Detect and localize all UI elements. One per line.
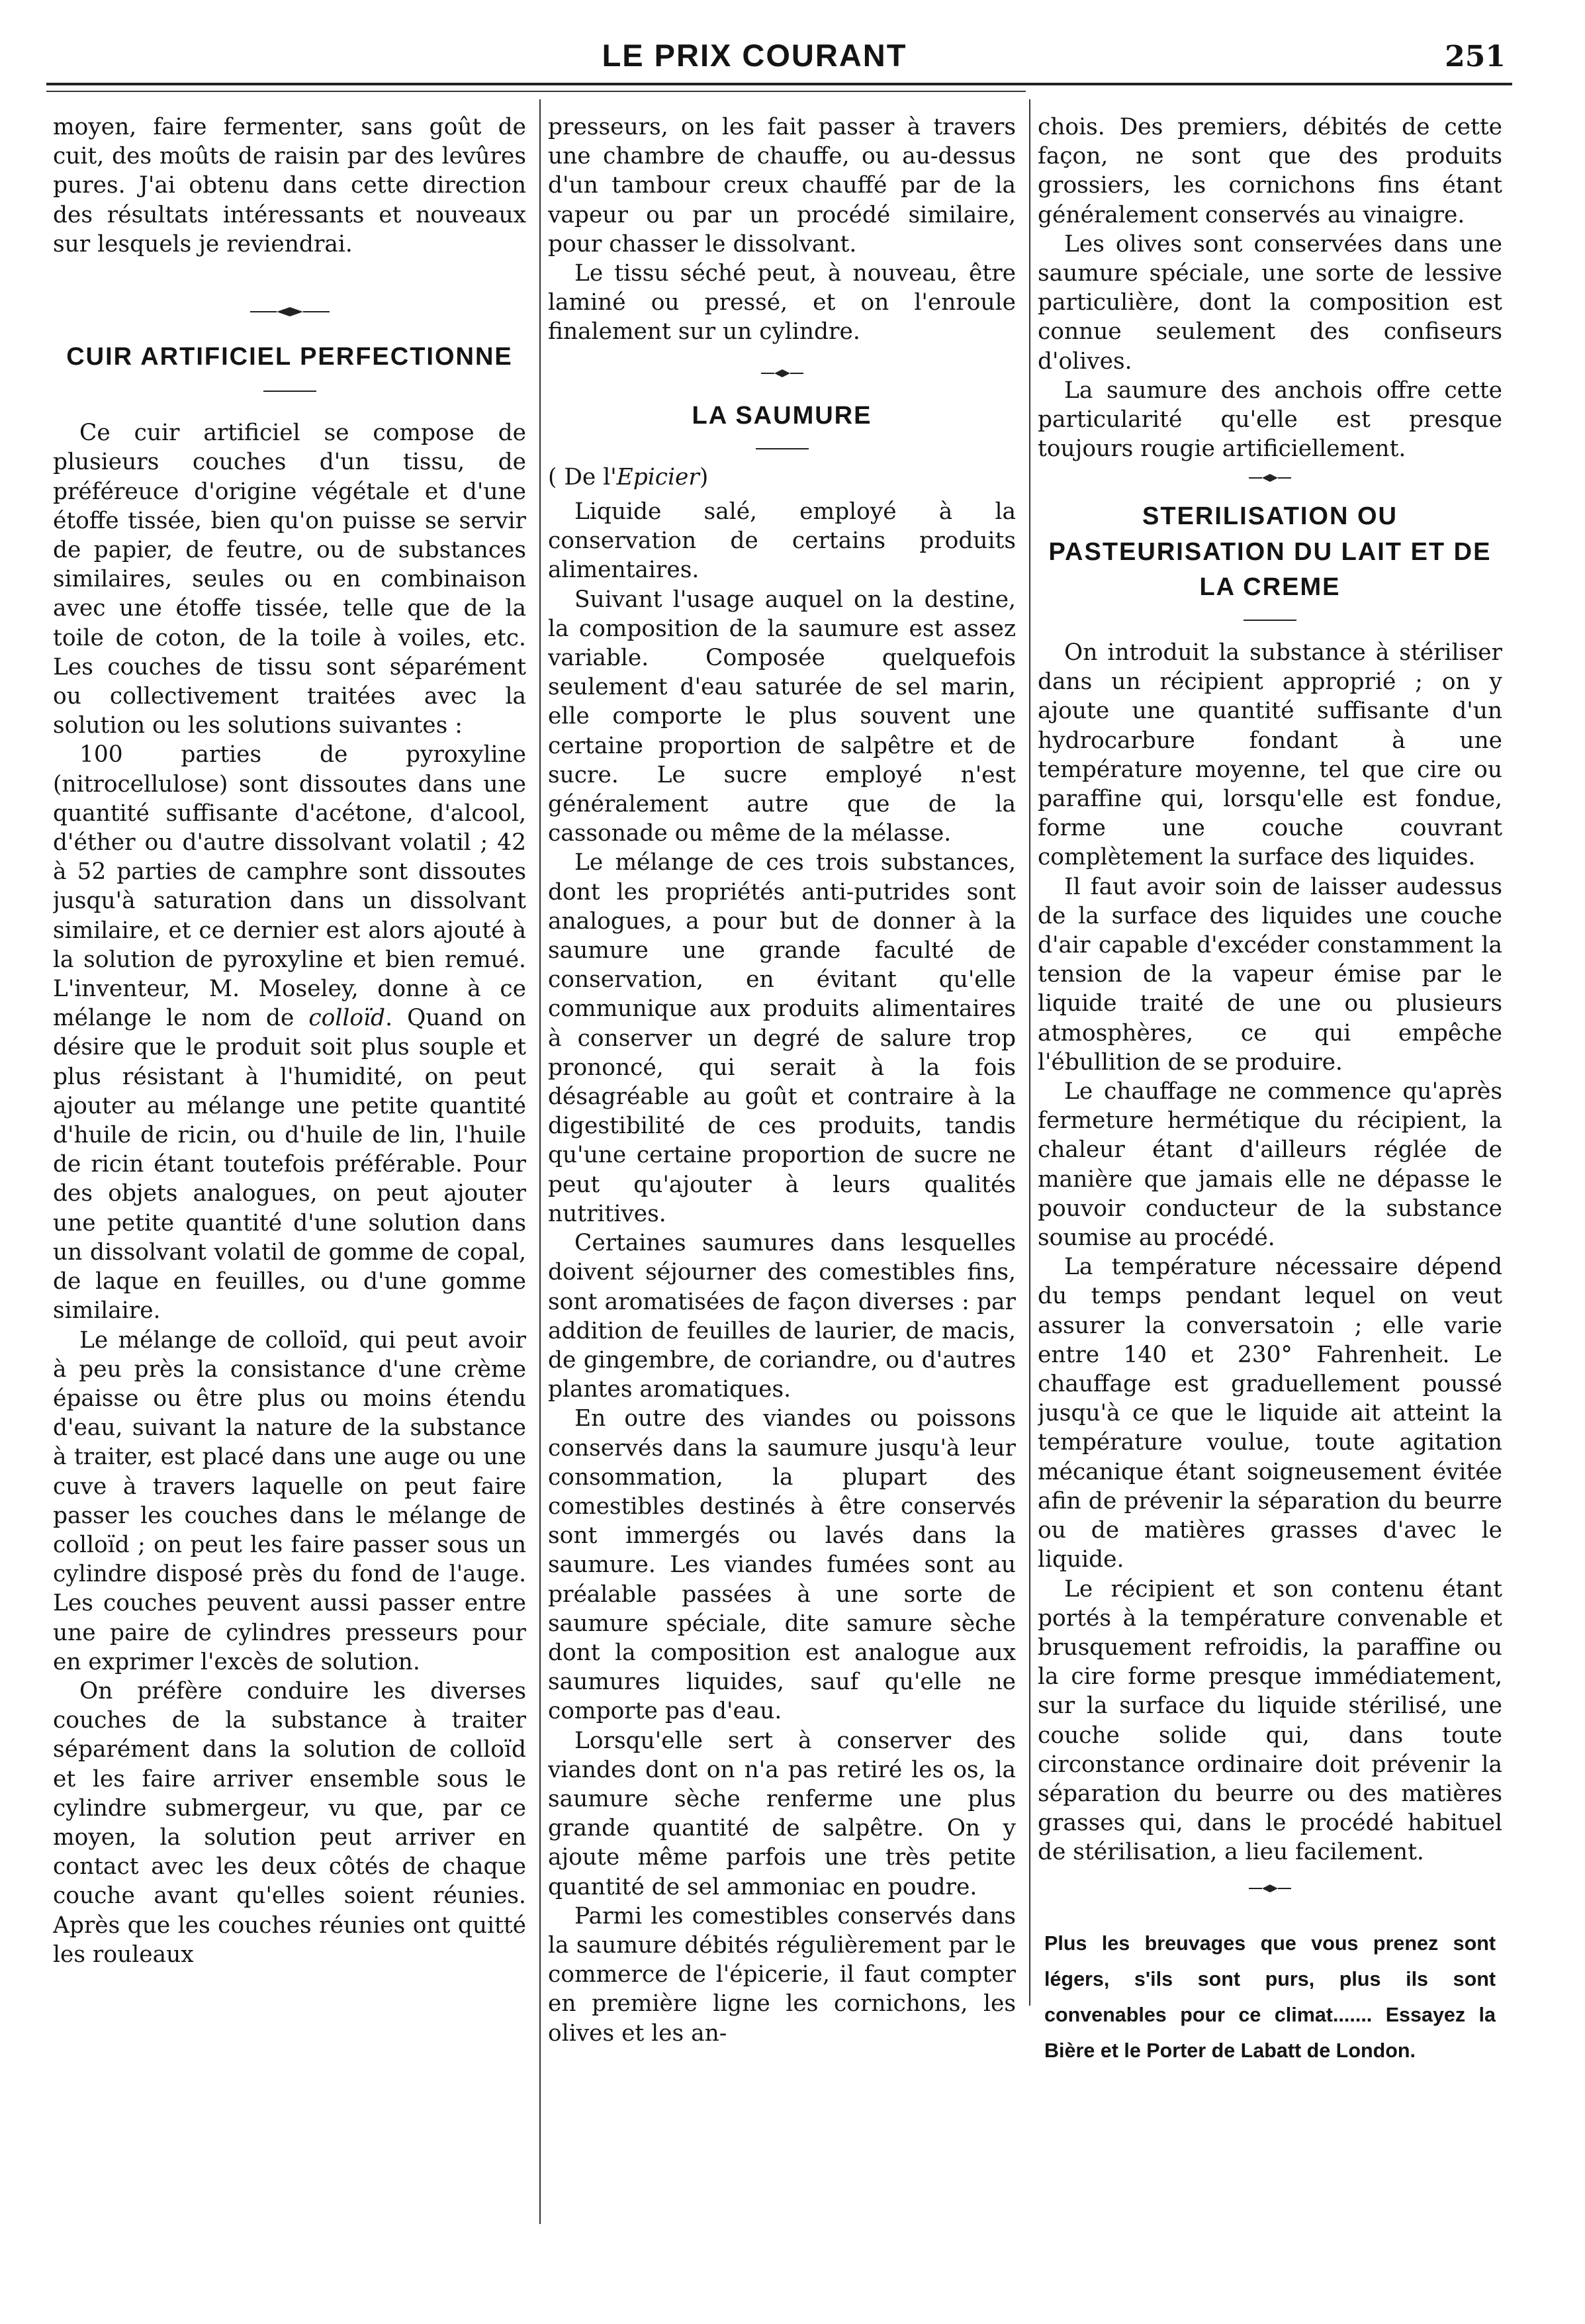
article-paragraph: Il faut avoir soin de laisser audessus de la surface des liquides une couche d'air capable d'excéder constamment la tension de la vapeur émise par le liquide traité de une ou plusieurs atmosphères, ce qui empêche l'ébullition de se produire.: [1038, 873, 1502, 1076]
article-source: [548, 463, 1016, 492]
article-heading-sterilisation: STERILISATION OU PASTEURISATION DU LAIT ET DE LA CREME: [1048, 502, 1492, 601]
page-number: 251: [1445, 40, 1506, 73]
ornament-divider: [548, 367, 1016, 392]
source-name: Epicier: [616, 463, 700, 490]
article-paragraph: Le tissu séché peut, à nouveau, être laminé ou pressé, et on l'enroule finalement sur un cylindre.: [548, 260, 1016, 346]
column-2: [548, 113, 1016, 2297]
article-continuation: moyen, faire fermenter, sans goût de cuit, des moûts de raisin par des levûres pures. J'ai obtenu dans cette direction des résultats intéressants et nouveaux sur lesquels je reviendrai.: [53, 114, 526, 257]
article-paragraph: Liquide salé, employé à la conservation de certains produits alimentaires.: [548, 498, 1016, 584]
article-heading-saumure: LA SAUMURE: [692, 401, 872, 430]
article-paragraph: Certaines saumures dans lesquelles doivent séjourner des comestibles fins, sont aromatisées de façon diverses : par addition de feuilles de laurier, de macis, de gingembre, de coriandre, ou d'autres plantes aromatiques.: [548, 1230, 1016, 1403]
article-paragraph: On préfère conduire les diverses couches de la substance à traiter séparément dans la solution de colloïd et les faire arriver ensemble sous le cylindre submergeur, vu que, par ce moyen, la solution peut arriver en contact avec les deux côtés de chaque couche avant qu'elles soient réunies. Après que les couches réunies ont quitté les rouleaux: [53, 1677, 526, 1968]
italic-term: colloïd: [308, 1005, 386, 1032]
heading-rule: [756, 448, 809, 449]
ornament-icon: [1244, 471, 1296, 485]
article-continuation: presseurs, on les fait passer à travers une chambre de chauffe, ou au-dessus d'un tambour creux chauffé par de la vapeur ou par un procédé similaire, pour chasser le dissolvant.: [548, 114, 1016, 257]
article-paragraph: Lorsqu'elle sert à conserver des viandes dont on n'a pas retiré les os, la saumure sèche renferme une plus grande quantité de salpêtre. On y ajoute même parfois une très petite quantité de sel ammoniac en poudre.: [548, 1727, 1016, 1900]
article-paragraph: Ce cuir artificiel se compose de plusieurs couches d'un tissu, de préféreuce d'origine végétale et d'une étoffe tissée, bien qu'on puisse se servir de papier, de feutre, ou de substances similaires, seules ou en combinaison avec une étoffe tissée, telle que de la toile de coton, de la toile à voiles, etc. Les couches de tissu sont séparément ou collectivement traitées avec la solution ou les solutions suivantes :: [53, 420, 526, 739]
article-paragraph: La température nécessaire dépend du temps pendant lequel on veut assurer la conversatoin ; elle varie entre 140 et 230° Fahrenheit. Le chauffage est graduellement poussé jusqu'à ce que le liquide ait atteint la température voulue, toute agitation mécanique étant soigneusement évitée afin de prévenir la séparation du beurre ou de matières grasses d'avec le liquide.: [1038, 1254, 1502, 1573]
source-prefix: ( De l': [548, 463, 617, 490]
column-3: [1038, 113, 1502, 2297]
ornament-divider: [1038, 471, 1502, 496]
column-1: [53, 113, 526, 2297]
heading-rule: [1244, 620, 1296, 621]
article-paragraph: La saumure des anchois offre cette particularité qu'elle est presque toujours rougie artificiellement.: [1038, 377, 1502, 463]
header-rule-secondary: [46, 91, 1026, 92]
ornament-divider: [1038, 1882, 1502, 1907]
source-suffix: ): [699, 463, 709, 490]
article-continuation: chois. Des premiers, débités de cette façon, ne sont que des produits grossiers, les cornichons fins étant généralement conservés au vinaigre.: [1038, 114, 1502, 228]
ornament-icon: [756, 367, 809, 380]
ornament-divider: [53, 305, 526, 330]
advertisement-text: Plus les breuvages que vous prenez sont légers, s'ils sont purs, plus ils sont convenables pour ce climat....... Essayez la Bière et le Porter de Labatt de London.: [1044, 1931, 1496, 2063]
paragraph-text: . Quand on désire que le produit soit plus souple et plus résistant à l'humidité, on peut ajouter au mélange une petite quantité d'huile de ricin, ou d'huile de lin, l'huile de ricin étant toutefois préférable. Pour des objets analogues, on peut ajouter une petite quantité d'une solution dans un dissolvant volatil de gomme de copal, de laque en feuilles, ou d'une gomme similaire.: [53, 1005, 526, 1325]
article-paragraph: [53, 740, 526, 1325]
article-paragraph: Le mélange de ces trois substances, dont les propriétés anti-putrides sont analogues, a pour but de donner à la saumure une grande faculté de conservation, en évitant qu'elle communique aux produits alimentaires à conserver un degré de salure trop prononcé, qui serait à la fois désagréable au goût et contraire à la digestibilité de ces produits, tandis qu'une certaine proportion de sucre ne peut qu'ajouter à leurs qualités nutritives.: [548, 849, 1016, 1227]
advertisement: [1038, 1926, 1502, 2069]
header-rule: [46, 83, 1512, 85]
paragraph-text: 100 parties de pyroxyline (nitrocellulose) sont dissoutes dans une quantité suffisante d'acétone, d'alcool, d'éther ou d'autre dissolvant volatil ; 42 à 52 parties de camphre sont dissoutes jusqu'à saturation dans un dissolvant similaire, et ce dernier est alors ajouté à la solution de pyroxyline et bien remué. L'inventeur, M. Moseley, donne à ce mélange le nom de: [53, 741, 526, 1032]
article-heading-cuir: CUIR ARTIFICIEL PERFECTIONNE: [66, 343, 513, 371]
page-header-title: LE PRIX COURANT: [602, 38, 907, 73]
column-divider-left: [539, 99, 541, 2224]
article-paragraph: Parmi les comestibles conservés dans la saumure débités régulièrement par le commerce de l'épicerie, il faut compter en première ligne les cornichons, les olives et les an-: [548, 1902, 1016, 2047]
heading-rule: [263, 391, 316, 392]
column-divider-right: [1029, 99, 1030, 2006]
ornament-icon: [1244, 1882, 1296, 1895]
ornament-icon: [244, 305, 336, 318]
article-paragraph: Suivant l'usage auquel on la destine, la composition de la saumure est assez variable. Composée quelquefois seulement d'eau saturée de sel marin, elle comporte le plus souvent une certaine proportion de salpêtre et de sucre. Le sucre employé n'est généralement autre que de la cassonade ou même de la mélasse.: [548, 586, 1016, 847]
article-paragraph: Le mélange de colloïd, qui peut avoir à peu près la consistance d'une crème épaisse ou être plus ou moins étendu d'eau, suivant la nature de la substance à traiter, est placé dans une auge ou une cuve à travers laquelle on peut faire passer les couches dans le mélange de colloïd ; on peut les faire passer sous un cylindre disposé près du fond de l'auge. Les couches peuvent aussi passer entre une paire de cylindres presseurs pour en exprimer l'excès de solution.: [53, 1326, 526, 1675]
article-paragraph: On introduit la substance à stériliser dans un récipient approprié ; on y ajoute une quantité suffisante d'un hydrocarbure fondant à une température moyenne, tel que cire ou paraffine qui, lorsqu'elle est fondue, forme une couche couvrant complètement la surface des liquides.: [1038, 639, 1502, 871]
article-paragraph: Le récipient et son contenu étant portés à la température convenable et brusquement refroidis, la paraffine ou la cire forme presque immédiatement, sur la surface du liquide stérilisé, une couche solide qui, dans toute circonstance ordinaire doit prévenir la séparation du beurre ou des matières grasses qui, dans le procédé habituel de stérilisation, a lieu facilement.: [1038, 1575, 1502, 1866]
article-paragraph: Le chauffage ne commence qu'après fermeture hermétique du récipient, la chaleur étant d'ailleurs réglée de manière que jamais elle ne dépasse le pouvoir conducteur de la substance soumise au procédé.: [1038, 1078, 1502, 1252]
article-paragraph: Les olives sont conservées dans une saumure spéciale, une sorte de lessive particulière, dont la composition est connue seulement des confiseurs d'olives.: [1038, 230, 1502, 375]
article-paragraph: En outre des viandes ou poissons conservés dans la saumure jusqu'à leur consommation, la plupart des comestibles destinés à être conservés sont immergés ou lavés dans la saumure. Les viandes fumées sont au préalable passées à une sorte de saumure spéciale, dite samure sèche dont la composition est analogue aux saumures liquides, sauf qu'elle ne comporte pas d'eau.: [548, 1405, 1016, 1725]
